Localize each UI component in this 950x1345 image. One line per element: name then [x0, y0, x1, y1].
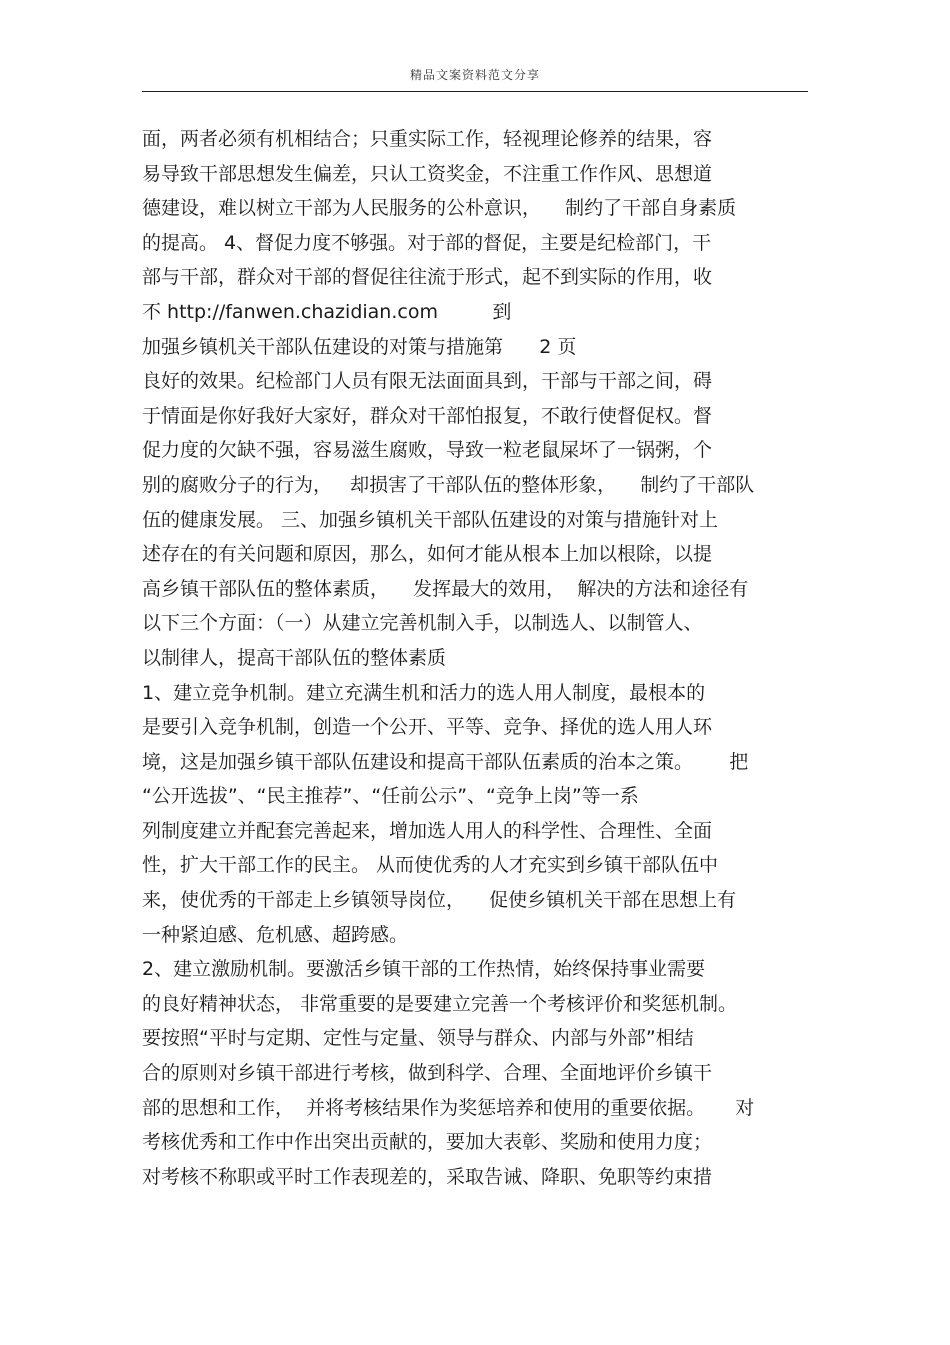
- header-divider: [142, 91, 808, 92]
- text-line: 面，两者必须有机相结合；只重实际工作，轻视理论修养的结果，容: [142, 128, 713, 150]
- text-line: 要按照“平时与定期、定性与定量、领导与群众、内部与外部”相结: [142, 1027, 694, 1050]
- text-line: 别的腐败分子的行为， 却损害了干部队伍的整体形象， 制约了干部队: [142, 473, 755, 496]
- text-line: 以下三个方面：（一）从建立完善机制入手，以制选人、以制管人、: [142, 612, 703, 635]
- document-body: [142, 122, 822, 1194]
- text-line-url: 不 http://fanwen.chazidian.com 到: [142, 300, 512, 323]
- text-line: 的良好精神状态， 非常重要的是要建立完善一个考核评价和奖惩机制。: [142, 992, 738, 1015]
- text-line: 良好的效果。纪检部门人员有限无法面面具到，干部与干部之间，碍: [142, 370, 713, 393]
- text-line: 2、建立激励机制。要激活乡镇干部的工作热情，始终保持事业需要: [142, 958, 706, 981]
- text-line: 部与干部，群众对干部的督促往往流于形式，起不到实际的作用，收: [142, 266, 713, 289]
- text-line: 于情面是你好我好大家好，群众对干部怕报复，不敢行使督促权。督: [142, 404, 713, 427]
- text-line: 是要引入竞争机制，创造一个公开、平等、竞争、择优的选人用人环: [142, 716, 713, 739]
- text-line: 伍的健康发展。 三、加强乡镇机关干部队伍建设的对策与措施针对上: [142, 508, 719, 531]
- text-line: 一种紧迫感、危机感、超跨感。: [142, 923, 409, 946]
- text-line: “公开选拔”、“民主推荐”、“任前公示”、“竞争上岗”等一系: [142, 785, 639, 808]
- text-line: 易导致干部思想发生偏差，只认工资奖金，不注重工作作风、思想道: [142, 162, 713, 185]
- text-line: 部的思想和工作， 并将考核结果作为奖惩培养和使用的重要依据。 对: [142, 1096, 755, 1119]
- text-line: 来，使优秀的干部走上乡镇领导岗位， 促使乡镇机关干部在思想上有: [142, 889, 737, 912]
- text-line: 述存在的有关问题和原因，那么，如何才能从根本上加以根除，以提: [142, 543, 713, 566]
- text-line: 高乡镇干部队伍的整体素质， 发挥最大的效用， 解决的方法和途径有: [142, 577, 749, 600]
- text-line: 1、建立竞争机制。建立充满生机和活力的选人用人制度，最根本的: [142, 681, 706, 704]
- text-line: 考核优秀和工作中作出突出贡献的，要加大表彰、奖励和使用力度；: [142, 1131, 713, 1154]
- text-line: 以制律人，提高干部队伍的整体素质: [142, 646, 447, 669]
- text-line: 促力度的欠缺不强，容易滋生腐败，导致一粒老鼠屎坏了一锅粥，个: [142, 439, 713, 462]
- page-header-title: 精品文案资料范文分享: [409, 68, 540, 82]
- text-line: 的提高。 4、督促力度不够强。对于部的督促，主要是纪检部门，干: [142, 231, 712, 254]
- text-line: 合的原则对乡镇干部进行考核，做到科学、合理、全面地评价乡镇干: [142, 1062, 713, 1085]
- text-line: 境，这是加强乡镇干部队伍建设和提高干部队伍素质的治本之策。 把: [142, 750, 749, 773]
- running-title-line: 加强乡镇机关干部队伍建设的对策与措施第 2 页: [142, 335, 577, 358]
- text-line: 列制度建立并配套完善起来，增加选人用人的科学性、合理性、全面: [142, 819, 713, 842]
- text-line: 对考核不称职或平时工作表现差的，采取告诫、降职、免职等约束措: [142, 1165, 713, 1188]
- text-line: 德建设，难以树立干部为人民服务的公朴意识， 制约了干部自身素质: [142, 197, 737, 220]
- text-line: 性，扩大干部工作的民主。 从而使优秀的人才充实到乡镇干部队伍中: [142, 854, 719, 877]
